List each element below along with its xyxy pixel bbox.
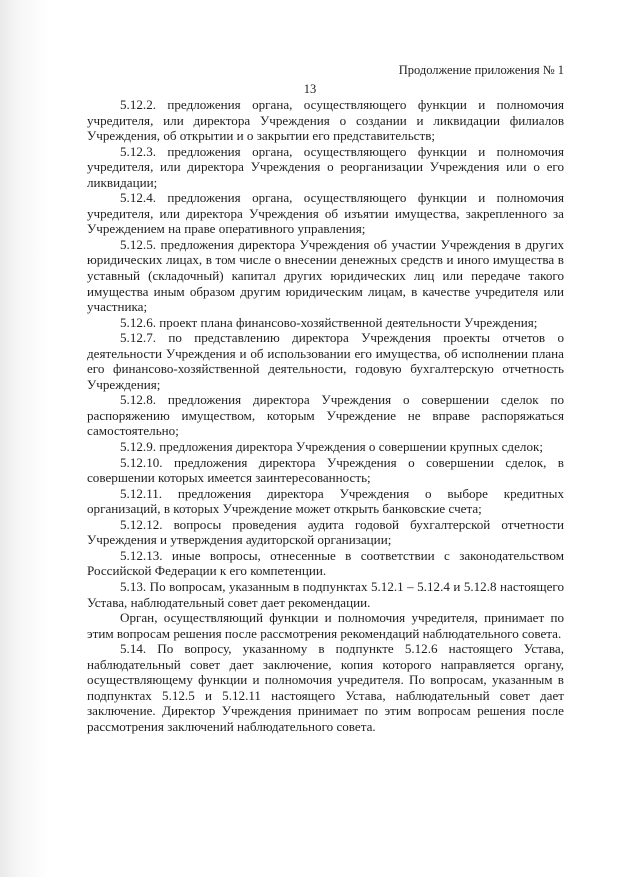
paragraph-5-12-7: 5.12.7. по представлению директора Учреждения проекты отчетов о деятельности Учреждения и об использовании его имущества, об исполнении плана его финансово-хозяйственной деятельности, годовую бухгалтерскую отчетность Учреждения;: [87, 330, 564, 392]
appendix-continuation-note: Продолжение приложения № 1: [398, 63, 564, 77]
paragraph-5-12-13: 5.12.13. иные вопросы, отнесенные в соответствии с законодательством Российской Федерации к его компетенции.: [87, 547, 564, 579]
paragraph-5-12-5: 5.12.5. предложения директора Учреждения об участии Учреждения в других юридических лицах, в том числе о внесении денежных средств и иного имущества в уставный (складочный) капитал других юридических лиц или передаче такого имущества иным образом другим юридическим лицам, в качестве учредителя или участника;: [87, 236, 564, 315]
paragraph-5-12-10: 5.12.10. предложения директора Учреждения о совершении сделок, в совершении которых имеется заинтересованность;: [87, 454, 564, 486]
paragraph-5-13: 5.13. По вопросам, указанным в подпунктах 5.12.1 – 5.12.4 и 5.12.8 настоящего Устава, наблюдательный совет дает рекомендации.: [87, 578, 564, 610]
paragraph-5-12-2: 5.12.2. предложения органа, осуществляющего функции и полномочия учредителя, или директора Учреждения о создании и ликвидации филиалов Учреждения, об открытии и о закрытии его представительств;: [87, 97, 564, 144]
document-body: [87, 97, 564, 734]
paragraph-5-12-8: 5.12.8. предложения директора Учреждения о совершении сделок по распоряжению имуществом, которым Учреждение не вправе распоряжаться самостоятельно;: [87, 392, 564, 439]
paragraph-5-14: 5.14. По вопросу, указанному в подпункте 5.12.6 настоящего Устава, наблюдательный совет дает заключение, копия которого направляется органу, осуществляющему функции и полномочия учредителя. По вопросам, указанным в подпунктах 5.12.5 и 5.12.11 настоящего Устава, наблюдательный совет дает заключение. Директор Учреждения принимает по этим вопросам решения после рассмотрения заключений наблюдательного совета.: [87, 641, 564, 734]
paragraph-5-12-3: 5.12.3. предложения органа, осуществляющего функции и полномочия учредителя, или директора Учреждения о реорганизации Учреждения или о его ликвидации;: [87, 143, 564, 190]
paragraph-5-12-4: 5.12.4. предложения органа, осуществляющего функции и полномочия учредителя, или директора Учреждения об изъятии имущества, закрепленного за Учреждением на праве оперативного управления;: [87, 190, 564, 237]
page-number: 13: [303, 82, 317, 96]
paragraph-founder-decisions: Орган, осуществляющий функции и полномочия учредителя, принимает по этим вопросам решения после рассмотрения рекомендаций наблюдательного совета.: [87, 610, 564, 641]
paragraph-5-12-9: 5.12.9. предложения директора Учреждения о совершении крупных сделок;: [120, 439, 543, 455]
paragraph-5-12-12: 5.12.12. вопросы проведения аудита годовой бухгалтерской отчетности Учреждения и утверждения аудиторской организации;: [87, 516, 564, 548]
paragraph-5-12-11: 5.12.11. предложения директора Учреждения о выборе кредитных организаций, в которых Учреждение может открыть банковские счета;: [87, 485, 564, 517]
paragraph-5-12-6: 5.12.6. проект плана финансово-хозяйственной деятельности Учреждения;: [120, 314, 538, 330]
